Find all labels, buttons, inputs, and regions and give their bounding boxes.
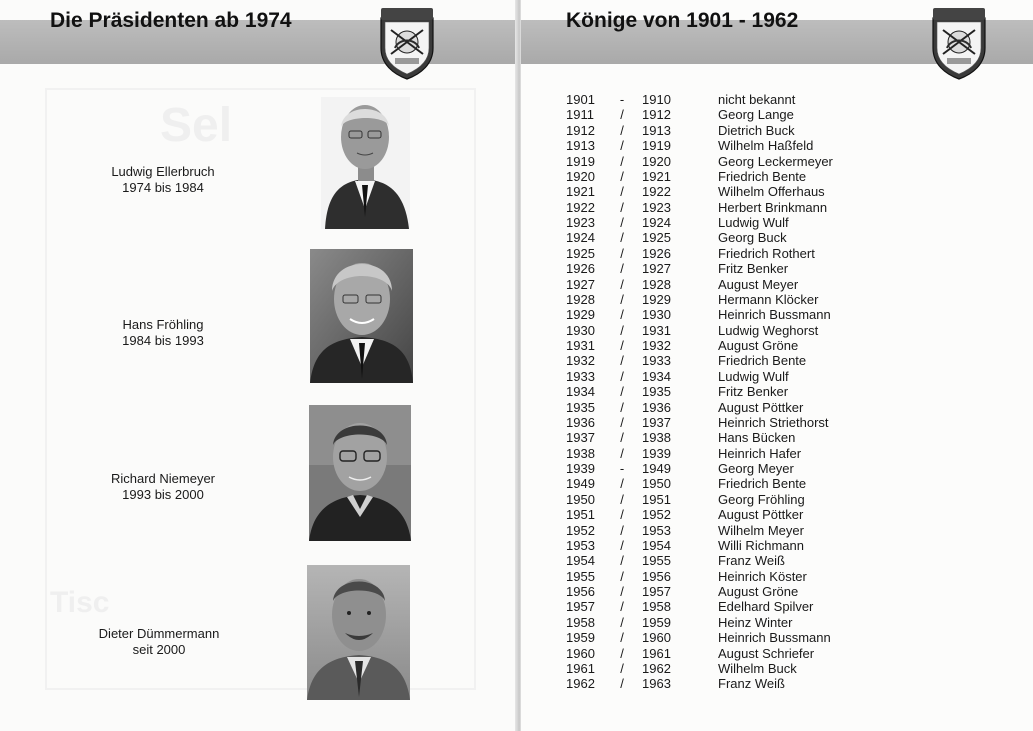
president-term: 1993 bis 2000 — [122, 487, 204, 502]
king-separator: / — [620, 645, 624, 661]
king-year-to: 1959 — [642, 614, 671, 630]
king-year-to: 1931 — [642, 322, 671, 338]
king-separator: / — [620, 338, 624, 353]
king-row — [566, 369, 906, 384]
king-separator: / — [620, 138, 624, 154]
king-year-from: 1934 — [566, 384, 595, 400]
king-year-to: 1961 — [642, 645, 671, 661]
king-separator: / — [620, 491, 624, 507]
king-row — [566, 92, 906, 107]
king-year-from: 1951 — [566, 507, 595, 523]
king-year-to: 1930 — [642, 307, 671, 323]
president-photo — [307, 565, 410, 700]
kings-list — [566, 92, 906, 692]
king-year-from: 1923 — [566, 215, 595, 230]
king-year-to: 1936 — [642, 399, 671, 415]
king-row — [566, 107, 906, 122]
king-year-to: 1955 — [642, 553, 671, 569]
king-row — [566, 138, 906, 153]
king-name: Fritz Benker — [718, 384, 789, 400]
king-separator: / — [620, 630, 624, 646]
king-year-to: 1958 — [642, 599, 671, 615]
king-name: Wilhelm Haßfeld — [718, 138, 814, 154]
king-separator: - — [619, 92, 625, 107]
king-name: Heinrich Köster — [718, 568, 807, 584]
king-year-from: 1912 — [566, 122, 595, 138]
king-separator: / — [620, 368, 624, 384]
president-term: 1974 bis 1984 — [122, 180, 204, 195]
king-year-to: 1919 — [642, 138, 671, 154]
king-row — [566, 338, 906, 353]
king-row — [566, 154, 906, 169]
page-title: Könige von 1901 - 1962 — [566, 9, 799, 32]
king-separator: / — [620, 384, 624, 400]
king-row — [566, 461, 906, 476]
king-separator: / — [620, 399, 624, 415]
king-year-from: 1921 — [566, 184, 595, 200]
king-row — [566, 523, 906, 538]
king-separator: / — [620, 353, 624, 369]
king-row — [566, 277, 906, 292]
king-separator: / — [620, 168, 624, 184]
president-caption — [59, 626, 259, 658]
king-row — [566, 476, 906, 491]
president-name: Hans Fröhling — [122, 317, 204, 332]
king-year-from: 1922 — [566, 199, 595, 215]
king-year-to: 1949 — [642, 461, 671, 476]
king-row — [566, 584, 906, 599]
right-page — [521, 0, 1033, 731]
king-name: Heinrich Bussmann — [718, 307, 831, 323]
king-year-from: 1937 — [566, 430, 595, 446]
king-name: August Schriefer — [718, 645, 815, 661]
president-name: Ludwig Ellerbruch — [111, 164, 215, 179]
king-row — [566, 676, 906, 691]
president-photo — [321, 97, 410, 229]
king-name: Heinrich Striethorst — [718, 414, 829, 430]
king-year-to: 1922 — [642, 184, 671, 200]
king-year-to: 1933 — [642, 353, 671, 369]
king-separator: / — [620, 445, 624, 461]
king-year-to: 1926 — [642, 245, 671, 261]
king-year-from: 1932 — [566, 353, 595, 369]
king-year-from: 1949 — [566, 476, 595, 492]
king-year-to: 1962 — [642, 660, 671, 676]
king-separator: / — [620, 199, 624, 215]
king-separator: / — [620, 261, 624, 277]
king-row — [566, 292, 906, 307]
king-row — [566, 307, 906, 322]
king-row — [566, 200, 906, 215]
king-row — [566, 615, 906, 630]
king-year-from: 1938 — [566, 445, 595, 461]
king-separator: / — [620, 584, 624, 599]
king-separator: - — [619, 461, 625, 476]
president-term: 1984 bis 1993 — [122, 333, 204, 348]
king-year-from: 1930 — [566, 322, 595, 338]
king-name: Friedrich Rothert — [718, 245, 815, 261]
king-year-from: 1929 — [566, 307, 595, 323]
club-crest-logo — [377, 4, 437, 80]
king-year-to: 1963 — [642, 676, 671, 692]
king-separator: / — [620, 599, 624, 615]
king-year-to: 1934 — [642, 368, 671, 384]
king-separator: / — [620, 245, 624, 261]
king-name: Friedrich Bente — [718, 476, 807, 492]
king-row — [566, 661, 906, 676]
king-name: August Meyer — [718, 276, 799, 292]
king-year-from: 1953 — [566, 537, 595, 553]
king-name: August Pöttker — [718, 507, 804, 523]
king-year-from: 1936 — [566, 414, 595, 430]
king-separator: / — [620, 215, 624, 230]
king-year-from: 1955 — [566, 568, 595, 584]
king-row — [566, 415, 906, 430]
king-separator: / — [620, 276, 624, 292]
king-separator: / — [620, 568, 624, 584]
president-caption — [63, 471, 263, 503]
king-name: Georg Meyer — [718, 461, 794, 476]
club-crest-logo — [929, 4, 989, 80]
king-year-to: 1938 — [642, 430, 671, 446]
king-name: August Gröne — [718, 584, 799, 599]
president-caption — [63, 317, 263, 349]
king-year-to: 1928 — [642, 276, 671, 292]
king-name: Georg Leckermeyer — [718, 153, 833, 169]
king-year-to: 1950 — [642, 476, 671, 492]
president-name: Richard Niemeyer — [110, 471, 216, 486]
king-year-from: 1911 — [566, 107, 594, 123]
king-name: Wilhelm Buck — [718, 660, 797, 676]
print-through-text: Tisc — [50, 586, 110, 619]
king-row — [566, 230, 906, 245]
king-year-from: 1950 — [566, 491, 595, 507]
king-separator: / — [620, 153, 624, 169]
president-caption — [63, 164, 263, 196]
president-name: Dieter Dümmermann — [98, 626, 220, 641]
king-separator: / — [620, 553, 624, 569]
king-row — [566, 353, 906, 368]
king-year-from: 1962 — [566, 676, 595, 692]
king-name: Hans Bücken — [718, 430, 796, 446]
king-name: Ludwig Wulf — [718, 368, 789, 384]
king-separator: / — [620, 414, 624, 430]
king-row — [566, 430, 906, 445]
king-year-to: 1957 — [642, 584, 671, 599]
king-name: Ludwig Weghorst — [718, 322, 819, 338]
king-row — [566, 123, 906, 138]
king-year-to: 1939 — [642, 445, 671, 461]
king-name: Heinrich Hafer — [718, 445, 802, 461]
king-year-to: 1954 — [642, 537, 671, 553]
king-separator: / — [620, 307, 624, 323]
king-name: Wilhelm Offerhaus — [718, 184, 825, 200]
king-separator: / — [620, 430, 624, 446]
king-year-to: 1929 — [642, 291, 671, 307]
king-separator: / — [620, 230, 624, 246]
king-row — [566, 215, 906, 230]
king-year-from: 1919 — [566, 153, 595, 169]
king-row — [566, 538, 906, 553]
king-year-from: 1939 — [566, 461, 595, 476]
king-year-from: 1959 — [566, 630, 595, 646]
king-separator: / — [620, 476, 624, 492]
king-year-from: 1925 — [566, 245, 595, 261]
king-year-from: 1960 — [566, 645, 595, 661]
king-separator: / — [620, 107, 624, 123]
king-name: nicht bekannt — [718, 92, 796, 107]
king-name: Georg Fröhling — [718, 491, 805, 507]
king-separator: / — [620, 291, 624, 307]
king-year-to: 1925 — [642, 230, 671, 246]
king-year-from: 1952 — [566, 522, 595, 538]
king-name: Willi Richmann — [718, 537, 804, 553]
king-year-from: 1958 — [566, 614, 595, 630]
king-row — [566, 400, 906, 415]
king-name: Franz Weiß — [718, 553, 785, 569]
king-row — [566, 569, 906, 584]
king-year-from: 1956 — [566, 584, 595, 599]
king-row — [566, 323, 906, 338]
king-year-to: 1932 — [642, 338, 671, 353]
king-name: Friedrich Bente — [718, 353, 807, 369]
king-year-to: 1923 — [642, 199, 671, 215]
king-year-to: 1910 — [642, 92, 671, 107]
king-separator: / — [620, 660, 624, 676]
king-row — [566, 492, 906, 507]
king-separator: / — [620, 322, 624, 338]
king-name: Heinrich Bussmann — [718, 630, 831, 646]
king-name: Georg Lange — [718, 107, 794, 123]
king-name: Edelhard Spilver — [718, 599, 814, 615]
king-year-to: 1927 — [642, 261, 671, 277]
king-name: Fritz Benker — [718, 261, 789, 277]
king-name: Friedrich Bente — [718, 168, 807, 184]
king-row — [566, 169, 906, 184]
king-name: Dietrich Buck — [718, 122, 795, 138]
king-year-from: 1954 — [566, 553, 595, 569]
king-year-from: 1927 — [566, 276, 595, 292]
king-separator: / — [620, 676, 624, 692]
king-name: Franz Weiß — [718, 676, 785, 692]
king-name: August Gröne — [718, 338, 799, 353]
king-year-to: 1960 — [642, 630, 671, 646]
king-year-to: 1924 — [642, 215, 671, 230]
king-row — [566, 184, 906, 199]
king-year-from: 1935 — [566, 399, 595, 415]
king-row — [566, 646, 906, 661]
king-separator: / — [620, 614, 624, 630]
king-row — [566, 553, 906, 568]
king-year-from: 1920 — [566, 168, 595, 184]
king-year-to: 1920 — [642, 153, 671, 169]
king-year-from: 1933 — [566, 368, 595, 384]
king-name: Georg Buck — [718, 230, 787, 246]
king-separator: / — [620, 507, 624, 523]
king-row — [566, 446, 906, 461]
king-separator: / — [620, 122, 624, 138]
king-row — [566, 261, 906, 276]
king-year-from: 1928 — [566, 291, 595, 307]
king-year-to: 1912 — [642, 107, 671, 123]
king-year-to: 1913 — [642, 122, 671, 138]
king-separator: / — [620, 522, 624, 538]
president-term: seit 2000 — [132, 642, 186, 657]
king-year-from: 1924 — [566, 230, 595, 246]
king-year-to: 1921 — [642, 168, 671, 184]
king-year-from: 1926 — [566, 261, 595, 277]
king-row — [566, 630, 906, 645]
king-row — [566, 246, 906, 261]
king-name: Ludwig Wulf — [718, 215, 789, 230]
king-name: Heinz Winter — [718, 614, 793, 630]
king-year-to: 1937 — [642, 414, 671, 430]
king-year-to: 1935 — [642, 384, 671, 400]
king-year-to: 1956 — [642, 568, 671, 584]
king-name: August Pöttker — [718, 399, 804, 415]
president-photo — [310, 249, 413, 383]
king-separator: / — [620, 184, 624, 200]
print-through-text: Sel — [160, 99, 233, 152]
president-photo — [309, 405, 411, 541]
king-year-from: 1931 — [566, 338, 595, 353]
page-title: Die Präsidenten ab 1974 — [50, 9, 292, 32]
king-year-from: 1901 — [566, 92, 595, 107]
king-year-from: 1913 — [566, 138, 595, 154]
king-year-to: 1951 — [642, 491, 671, 507]
king-name: Herbert Brinkmann — [718, 199, 828, 215]
king-year-from: 1961 — [566, 660, 595, 676]
king-year-from: 1957 — [566, 599, 595, 615]
king-row — [566, 507, 906, 522]
king-separator: / — [620, 537, 624, 553]
king-year-to: 1952 — [642, 507, 671, 523]
king-name: Wilhelm Meyer — [718, 522, 804, 538]
king-row — [566, 599, 906, 614]
king-year-to: 1953 — [642, 522, 671, 538]
king-name: Hermann Klöcker — [718, 291, 819, 307]
king-row — [566, 384, 906, 399]
